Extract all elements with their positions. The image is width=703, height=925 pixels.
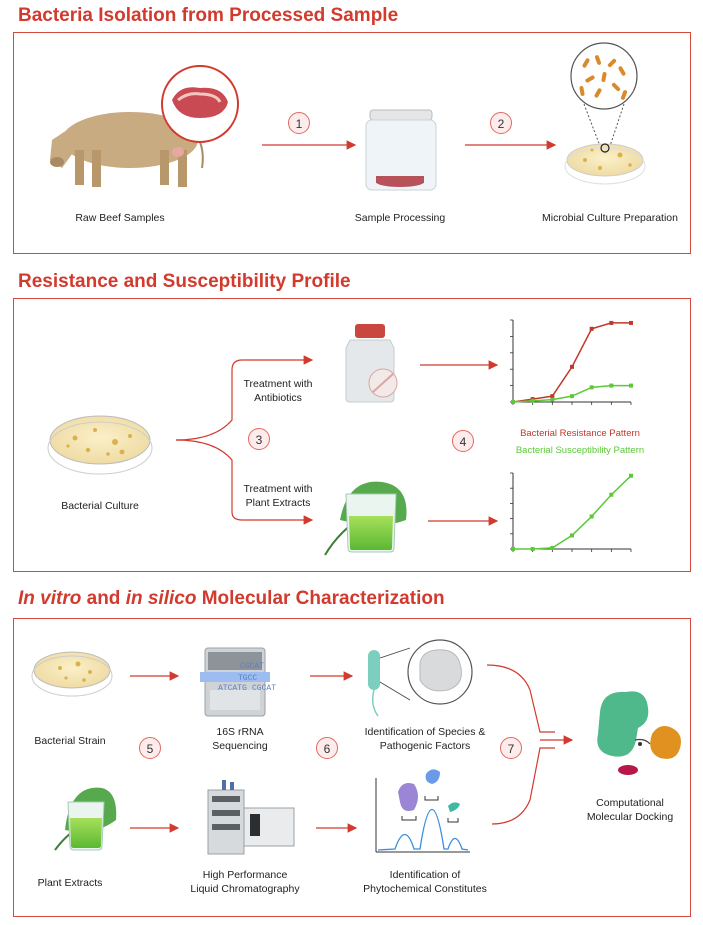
plant-extracts-label: Plant Extracts: [37, 877, 103, 889]
section-title-isolation: Bacteria Isolation from Processed Sample: [18, 5, 399, 26]
step-7-badge: 7: [500, 737, 522, 759]
step-4-badge: 4: [452, 430, 474, 452]
plants-label-line2: Plant Extracts: [245, 497, 311, 509]
culture-dish-icon: [565, 43, 645, 184]
dna-text-2: TGCC: [238, 674, 258, 683]
dna-text-1: CGCAT: [240, 662, 265, 671]
plants-label-line1: Treatment with: [243, 483, 313, 495]
title-italic-insilico: in silico: [125, 588, 197, 609]
step-5-badge: 5: [139, 737, 161, 759]
sequencing-label-line1: 16S rRNA: [216, 726, 264, 738]
hplc-label-line1: High Performance: [202, 869, 288, 881]
dna-text-4: CGCAT: [252, 684, 277, 693]
sequencing-label-line2: Sequencing: [212, 740, 268, 752]
phyto-label-line1: Identification of: [389, 869, 461, 881]
section-title-characterization: [18, 588, 445, 610]
raw-beef-label: Raw Beef Samples: [75, 212, 165, 224]
identification-label-line1: Identification of Species &: [364, 726, 486, 738]
title-italic-invitro: In vitro: [18, 588, 82, 609]
docking-label-line1: Computational: [596, 797, 664, 809]
antibiotics-label-line1: Treatment with: [243, 378, 313, 390]
antibiotics-label-line2: Antibiotics: [254, 392, 302, 404]
culture-prep-label: Microbial Culture Preparation: [542, 212, 678, 224]
title-rest: Molecular Characterization: [196, 588, 445, 609]
beef-zoom-icon: [162, 66, 238, 142]
hplc-label-line2: Liquid Chromatography: [190, 883, 300, 895]
step-6-badge: 6: [316, 737, 338, 759]
bacterial-strain-label: Bacterial Strain: [34, 735, 106, 747]
docking-label-line2: Molecular Docking: [586, 811, 674, 823]
legend-susceptibility: Bacterial Susceptibility Pattern: [515, 445, 645, 456]
step-3-badge: 3: [248, 428, 270, 450]
sample-processing-label: Sample Processing: [354, 212, 446, 224]
section-title-resistance: Resistance and Susceptibility Profile: [18, 271, 351, 292]
step-1-badge: 1: [288, 112, 310, 134]
bacterial-culture-label: Bacterial Culture: [61, 500, 139, 512]
phyto-label-line2: Phytochemical Constitutes: [363, 883, 487, 895]
legend-resistance: Bacterial Resistance Pattern: [520, 428, 640, 439]
title-and: and: [81, 588, 126, 609]
sample-jar-icon: [366, 110, 436, 190]
identification-label-line2: Pathogenic Factors: [379, 740, 471, 752]
dna-text-3: ATCATG: [218, 684, 247, 693]
step-2-badge: 2: [490, 112, 512, 134]
